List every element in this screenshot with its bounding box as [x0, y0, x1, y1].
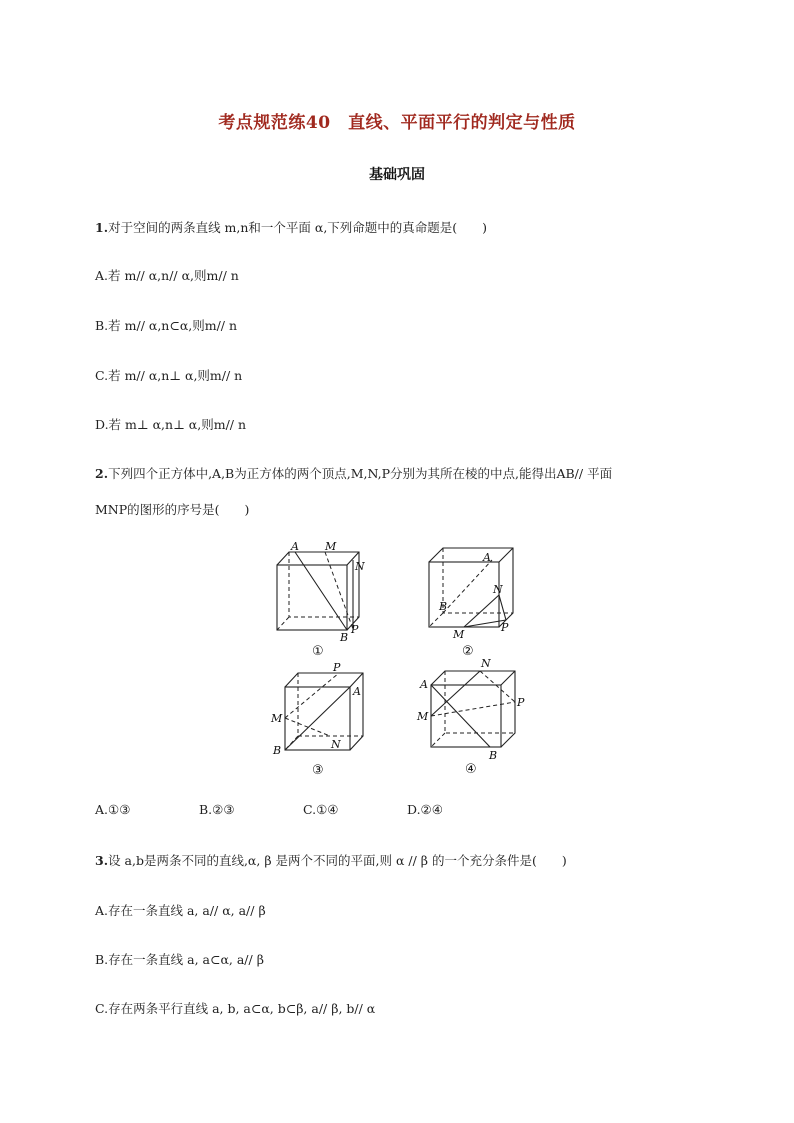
q1-stem-text: 对于空间的两条直线 m,n和一个平面 α,下列命题中的真命题是( )	[108, 220, 488, 235]
q1-stem	[95, 218, 487, 236]
cube-figure-3	[265, 660, 375, 780]
q3-option-a: A.存在一条直线 a, a// α, a// β	[95, 903, 266, 918]
q2-option-d: D.②④	[407, 802, 443, 817]
fig3-label-n: N	[331, 738, 341, 751]
fig2-number: ②	[462, 644, 474, 659]
q3-stem-text: 设 a,b是两条不同的直线,α, β 是两个不同的平面,则 α // β 的一个充分条件是( )	[108, 853, 567, 868]
fig2-label-n: N	[493, 583, 503, 596]
cube-figure-4	[415, 655, 530, 780]
cube-figure-2	[415, 535, 525, 660]
fig2-label-a: A	[483, 551, 491, 564]
fig2-label-m: M	[453, 628, 465, 641]
q2-options	[95, 802, 511, 817]
page-title: 考点规范练40 直线、平面平行的判定与性质	[218, 113, 576, 133]
fig2-label-p: P	[501, 621, 509, 634]
fig1-label-a: A	[291, 540, 299, 553]
fig1-label-b: B	[340, 631, 349, 644]
fig3-label-p: P	[333, 661, 341, 674]
q2-stem-text: 下列四个正方体中,A,B为正方体的两个顶点,M,N,P分别为其所在棱的中点,能得出AB// 平面	[108, 466, 613, 481]
q1-option-a: A.若 m// α,n// α,则m// n	[95, 268, 239, 283]
fig2-label-b: B	[439, 600, 448, 613]
q3-stem	[95, 851, 567, 869]
q2-option-c: C.①④	[303, 802, 339, 817]
q2-option-b: B.②③	[199, 802, 235, 817]
q2-stem-line2: MNP的图形的序号是( )	[95, 502, 250, 517]
fig1-number: ①	[312, 644, 324, 659]
fig3-label-a: A	[353, 685, 361, 698]
fig4-label-b: B	[489, 749, 498, 762]
fig3-number: ③	[312, 763, 324, 778]
fig1-label-n: N	[355, 560, 365, 573]
q3-option-c: C.存在两条平行直线 a, b, a⊂α, b⊂β, a// β, b// α	[95, 1001, 376, 1016]
fig3-label-b: B	[273, 744, 282, 757]
fig3-label-m: M	[271, 712, 283, 725]
q1-number: 1.	[95, 220, 109, 235]
q3-number: 3.	[95, 853, 109, 868]
q3-option-b: B.存在一条直线 a, a⊂α, a// β	[95, 952, 264, 967]
fig1-label-p: P	[351, 623, 359, 636]
q2-number: 2.	[95, 466, 109, 481]
cube-figure-1	[265, 535, 375, 660]
fig4-label-n: N	[481, 657, 491, 670]
q2-option-a: A.①③	[95, 802, 131, 817]
fig4-label-m: M	[417, 710, 429, 723]
fig4-number: ④	[465, 762, 477, 777]
fig4-label-p: P	[517, 696, 525, 709]
fig4-label-a: A	[420, 678, 428, 691]
q2-stem-line1	[95, 464, 612, 482]
fig1-label-m: M	[325, 540, 337, 553]
section-heading: 基础巩固	[369, 167, 425, 183]
q1-option-c: C.若 m// α,n⊥ α,则m// n	[95, 368, 243, 383]
q1-option-b: B.若 m// α,n⊂α,则m// n	[95, 318, 238, 333]
q1-option-d: D.若 m⊥ α,n⊥ α,则m// n	[95, 417, 247, 432]
